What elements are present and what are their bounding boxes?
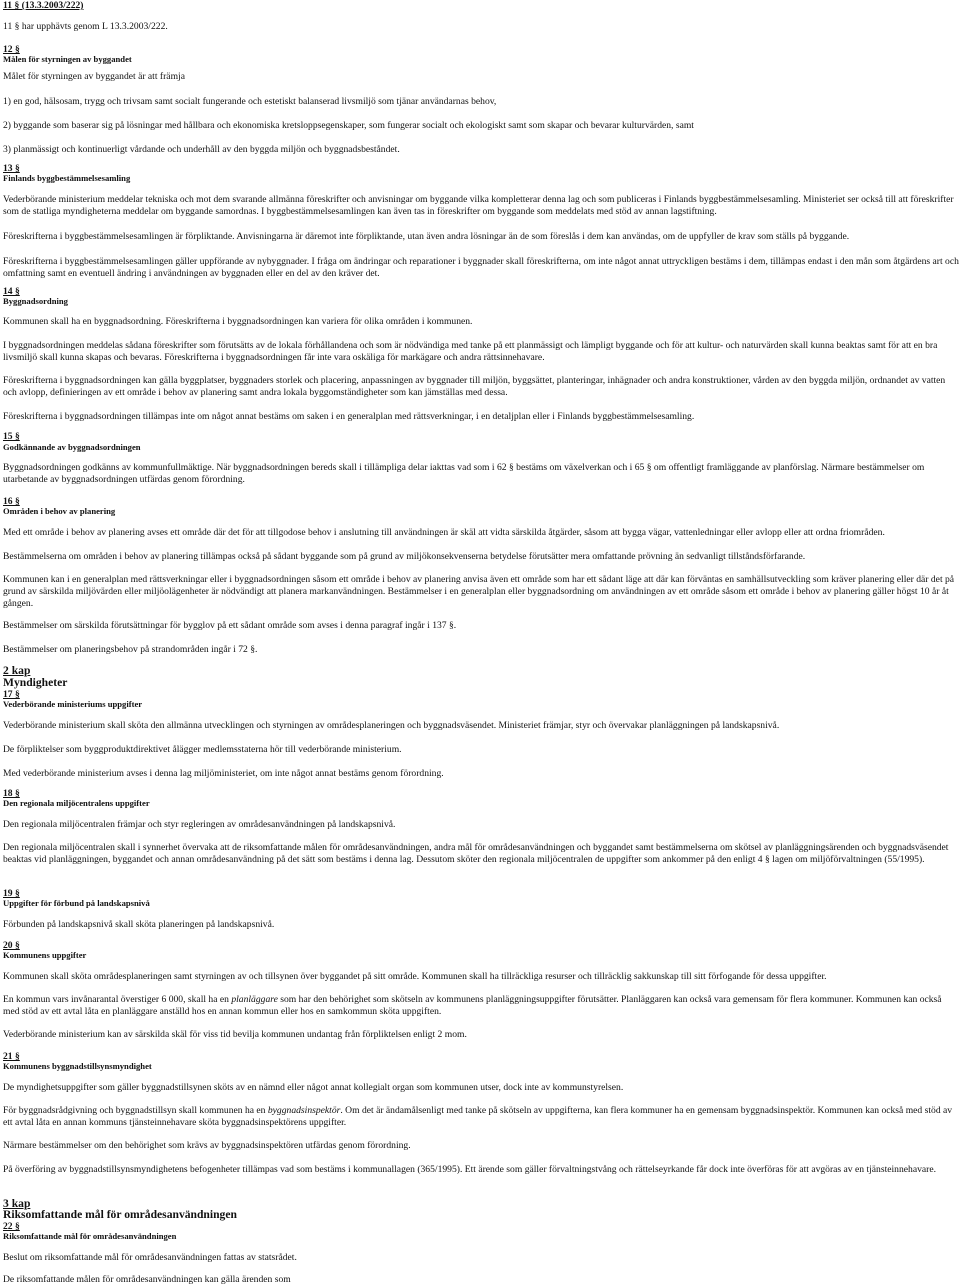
section-18-p2: Den regionala miljöcentralen skall i synnerhet övervaka att de riksomfattande målen för områdesanvändningen, andra mål för områdesanvändningen och byggandet samt bestämmelserna om skötsel av planläggningsärenden och byggnadsväsendet beaktas vid planläggningen, byggandet och annan områdesanvändning på det sätt som bestäms i denna lag. Dessutom sköter den regionala miljöcentralen de uppgifter som ankommer på den enligt 4 § lagen om miljöförvaltningen (55/1995). [3, 842, 949, 865]
section-12-title: Målen för styrningen av byggandet [3, 54, 132, 64]
section-18-link[interactable]: 18 § [3, 788, 20, 799]
section-19-p1: Förbunden på landskapsnivå skall sköta planeringen på landskapsnivå. [3, 919, 275, 930]
section-14-p2: I byggnadsordningen meddelas sådana föreskrifter som förutsätts av de lokala förhållandena och som är nödvändiga med tanke på ett planmässigt och lämpligt byggande och för att kultur- och naturvärden skall kunna beaktas samt för att en bra livsmiljö skall kunna skapas och bevaras. Föreskrifterna i byggnadsordningen får inte vara oskäliga för markägare och andra rättsinnehavare. [3, 340, 938, 363]
section-14-p4: Föreskrifterna i byggnadsordningen tillämpas inte om något annat bestäms om saken i en generalplan med rättsverkningar, i en detaljplan eller i Finlands byggbestämmelsesamling. [3, 411, 695, 422]
section-11-link[interactable]: 11 § (13.3.2003/222) [3, 0, 84, 11]
section-11-note: 11 § har upphävts genom L 13.3.2003/222. [3, 21, 168, 32]
section-21-p2-text-b: . Om det är ändamålsenligt med tanke på skötseln av uppgifterna, kan flera kommuner ha en gemensam byggnadsinspektör. Kommunen kan också med stöd av ett avtal låta en annan kommuns tjänsteinnehavare sköta byggnadsinspektörens uppgifter. [3, 1105, 953, 1128]
section-16-p2: Bestämmelserna om områden i behov av planering tillämpas också på sådant byggande som på grund av miljökonsekvenserna betydelse förutsätter mera omfattande prövning än sedvanligt tillståndsförfarande. [3, 551, 806, 562]
section-20-p2 [3, 994, 960, 1018]
section-16-link[interactable]: 16 § [3, 496, 20, 507]
chapter-2-title: Myndigheter [3, 676, 68, 689]
section-19-title: Uppgifter för förbund på landskapsnivå [3, 898, 150, 908]
section-17-title: Vederbörande ministeriums uppgifter [3, 699, 143, 709]
section-12-item-1: 1) en god, hälsosam, trygg och trivsam samt socialt fungerande och estetiskt balanserad livsmiljö som tjänar användarnas behov, [3, 96, 497, 107]
section-22-p1: Beslut om riksomfattande mål för områdesanvändningen fattas av statsrådet. [3, 1252, 297, 1263]
section-12-link[interactable]: 12 § [3, 44, 20, 55]
section-14-p3: Föreskrifterna i byggnadsordningen kan gälla byggplatser, byggnaders storlek och placering, anpassningen av byggnader till miljön, byggsättet, planteringar, inhägnader och andra konstruktioner, vården av den byggda miljön, ordnandet av vatten och avlopp, definieringen av ett område i behov av planering samt andra lokala byggomständigheter som kan jämställas med dessa. [3, 375, 946, 398]
section-16-p5: Bestämmelser om planeringsbehov på strandområden ingår i 72 §. [3, 644, 258, 655]
chapter-2-link[interactable]: 2 kap [3, 664, 31, 677]
chapter-3-link[interactable]: 3 kap [3, 1197, 31, 1210]
section-15-title: Godkännande av byggnadsordningen [3, 442, 141, 452]
section-13-link[interactable]: 13 § [3, 163, 20, 174]
section-21-p2 [3, 1105, 960, 1129]
section-22-link[interactable]: 22 § [3, 1221, 20, 1232]
section-17-link[interactable]: 17 § [3, 689, 20, 700]
section-15-link[interactable]: 15 § [3, 431, 20, 442]
section-19-link[interactable]: 19 § [3, 888, 20, 899]
section-16-p4: Bestämmelser om särskilda förutsättningar för bygglov på ett sådant område som avses i denna paragraf ingår i 137 §. [3, 620, 457, 631]
section-20-p2-text-b: som har den behörighet som skötseln av kommunens planläggningsuppgifter förutsätter. Planläggaren kan också vara gemensam för flera kommuner. Kommunen kan också med stöd av ett avtal låta en planläggare anställd hos en annan kommun eller hos en samkommun sköta uppgiften. [3, 994, 942, 1017]
section-21-p2-text-a: För byggnadsrådgivning och byggnadstillsyn skall kommunen ha en [3, 1105, 268, 1116]
section-12-item-3: 3) planmässigt och kontinuerligt vårdande och underhåll av den byggda miljön och byggnadsbeståndet. [3, 144, 400, 155]
section-20-p2-text-a: En kommun vars invånarantal överstiger 6 000, skall ha en [3, 994, 232, 1005]
section-22-title: Riksomfattande mål för områdesanvändningen [3, 1231, 177, 1241]
section-21-p4: På överföring av byggnadstillsynsmyndighetens befogenheter tillämpas vad som bestäms i kommunallagen (365/1995). Ett ärende som gäller förvaltningstvång och rättelseyrkande får dock inte överföras för att avgöras av en tjänsteinnehavare. [3, 1164, 936, 1175]
section-20-title: Kommunens uppgifter [3, 950, 87, 960]
section-20-link[interactable]: 20 § [3, 940, 20, 951]
section-17-p1: Vederbörande ministerium skall sköta den allmänna utvecklingen och styrningen av områdesplaneringen och byggnadsväsendet. Ministeriet främjar, styr och övervakar planläggningen på landskapsnivå. [3, 720, 780, 731]
section-20-p1: Kommunen skall sköta områdesplaneringen samt styrningen av och tillsynen över byggandet på sitt område. Kommunen skall ha tillräckliga resurser och tillräcklig sakkunskap till sitt förfogande för dessa uppgifter. [3, 971, 827, 982]
section-13-p3: Föreskrifterna i byggbestämmelsesamlingen gäller uppförande av nybyggnader. I fråga om ändringar och reparationer i byggnader skall föreskrifterna, om inte något annat uttryckligen bestäms i dem, tillämpas endast i den mån som åtgärdens art och omfattning samt en eventuell ändring i användningen av byggnaden eller en del av den kräver det. [3, 256, 959, 279]
section-18-p1: Den regionala miljöcentralen främjar och styr regleringen av områdesanvändningen på landskapsnivå. [3, 819, 396, 830]
section-17-p3: Med vederbörande ministerium avses i denna lag miljöministeriet, om inte något annat bestäms genom förordning. [3, 768, 444, 779]
section-16-p3: Kommunen kan i en generalplan med rättsverkningar eller i byggnadsordningen såsom ett område i behov av planering anvisa även ett område som har ett sådant läge att där kan förväntas en samhällsutveckling som kräver planering eller där det på grund av särskilda miljövärden eller miljöolägenheter är nödvändigt att planera markanvändningen. Bestämmelser i en generalplan eller byggnadsordning om användningen av ett område såsom ett område i behov av planering gäller högst 10 år åt gången. [3, 574, 955, 609]
section-18-title: Den regionala miljöcentralens uppgifter [3, 798, 150, 808]
section-13-p2: Föreskrifterna i byggbestämmelsesamlingen är förpliktande. Anvisningarna är däremot inte förpliktande, utan även andra lösningar än de som föreslås i dem kan användas, om de uppfyller de krav som ställs på byggande. [3, 231, 850, 242]
section-21-link[interactable]: 21 § [3, 1051, 20, 1062]
section-20-p3: Vederbörande ministerium kan av särskilda skäl för viss tid bevilja kommunen undantag från förpliktelsen enligt 2 mom. [3, 1029, 467, 1040]
section-21-p1: De myndighetsuppgifter som gäller byggnadstillsynen sköts av en nämnd eller något annat kollegialt organ som kommunen utser, dock inte av kommunstyrelsen. [3, 1082, 624, 1093]
section-16-p1: Med ett område i behov av planering avses ett område där det för att tillgodose behov i anslutning till användningen är skäl att vidta särskilda åtgärder, såsom att bygga vägar, vattenledningar eller avlopp eller att ordna friområden. [3, 527, 885, 538]
section-16-title: Områden i behov av planering [3, 506, 116, 516]
section-17-p2: De förpliktelser som byggproduktdirektivet ålägger medlemsstaterna hör till vederbörande ministerium. [3, 744, 402, 755]
section-14-title: Byggnadsordning [3, 296, 68, 306]
section-15-p1: Byggnadsordningen godkänns av kommunfullmäktige. När byggnadsordningen bereds skall i tillämpliga delar iakttas vad som i 62 § bestäms om växelverkan och i 65 § om offentligt framläggande av planförslag. Närmare bestämmelser om utarbetande av byggnadsordningen utfärdas genom förordning. [3, 462, 925, 485]
section-13-p1: Vederbörande ministerium meddelar tekniska och mot dem svarande allmänna föreskrifter och anvisningar om byggande vilka kompletterar denna lag och som publiceras i Finlands byggbestämmelsesamling. Ministeriet ser också till att föreskrifter som de statliga myndigheterna meddelar om byggande samordnas. I byggbestämmelsesamlingen kan även tas in föreskrifter om byggande som meddelats med stöd av annan lagstiftning. [3, 194, 954, 217]
section-21-p2-term: byggnadsinspektör [267, 1105, 341, 1116]
section-20-p2-term: planläggare [231, 994, 278, 1005]
section-21-p3: Närmare bestämmelser om den behörighet som krävs av byggnadsinspektören utfärdas genom förordning. [3, 1140, 411, 1151]
section-14-p1: Kommunen skall ha en byggnadsordning. Föreskrifterna i byggnadsordningen kan variera för olika områden i kommunen. [3, 316, 473, 327]
chapter-3-title: Riksomfattande mål för områdesanvändningen [3, 1208, 237, 1221]
section-12-intro: Målet för styrningen av byggandet är att främja [3, 71, 185, 82]
section-12-item-2: 2) byggande som baserar sig på lösningar med hållbara och ekonomiska kretsloppsegenskaper, som fungerar socialt och ekologiskt samt som skapar och bevarar kulturvärden, samt [3, 120, 694, 131]
section-21-title: Kommunens byggnadstillsynsmyndighet [3, 1061, 152, 1071]
section-13-title: Finlands byggbestämmelsesamling [3, 173, 131, 183]
section-14-link[interactable]: 14 § [3, 286, 20, 297]
section-22-p2: De riksomfattande målen för områdesanvändningen kan gälla ärenden som [3, 1274, 291, 1285]
